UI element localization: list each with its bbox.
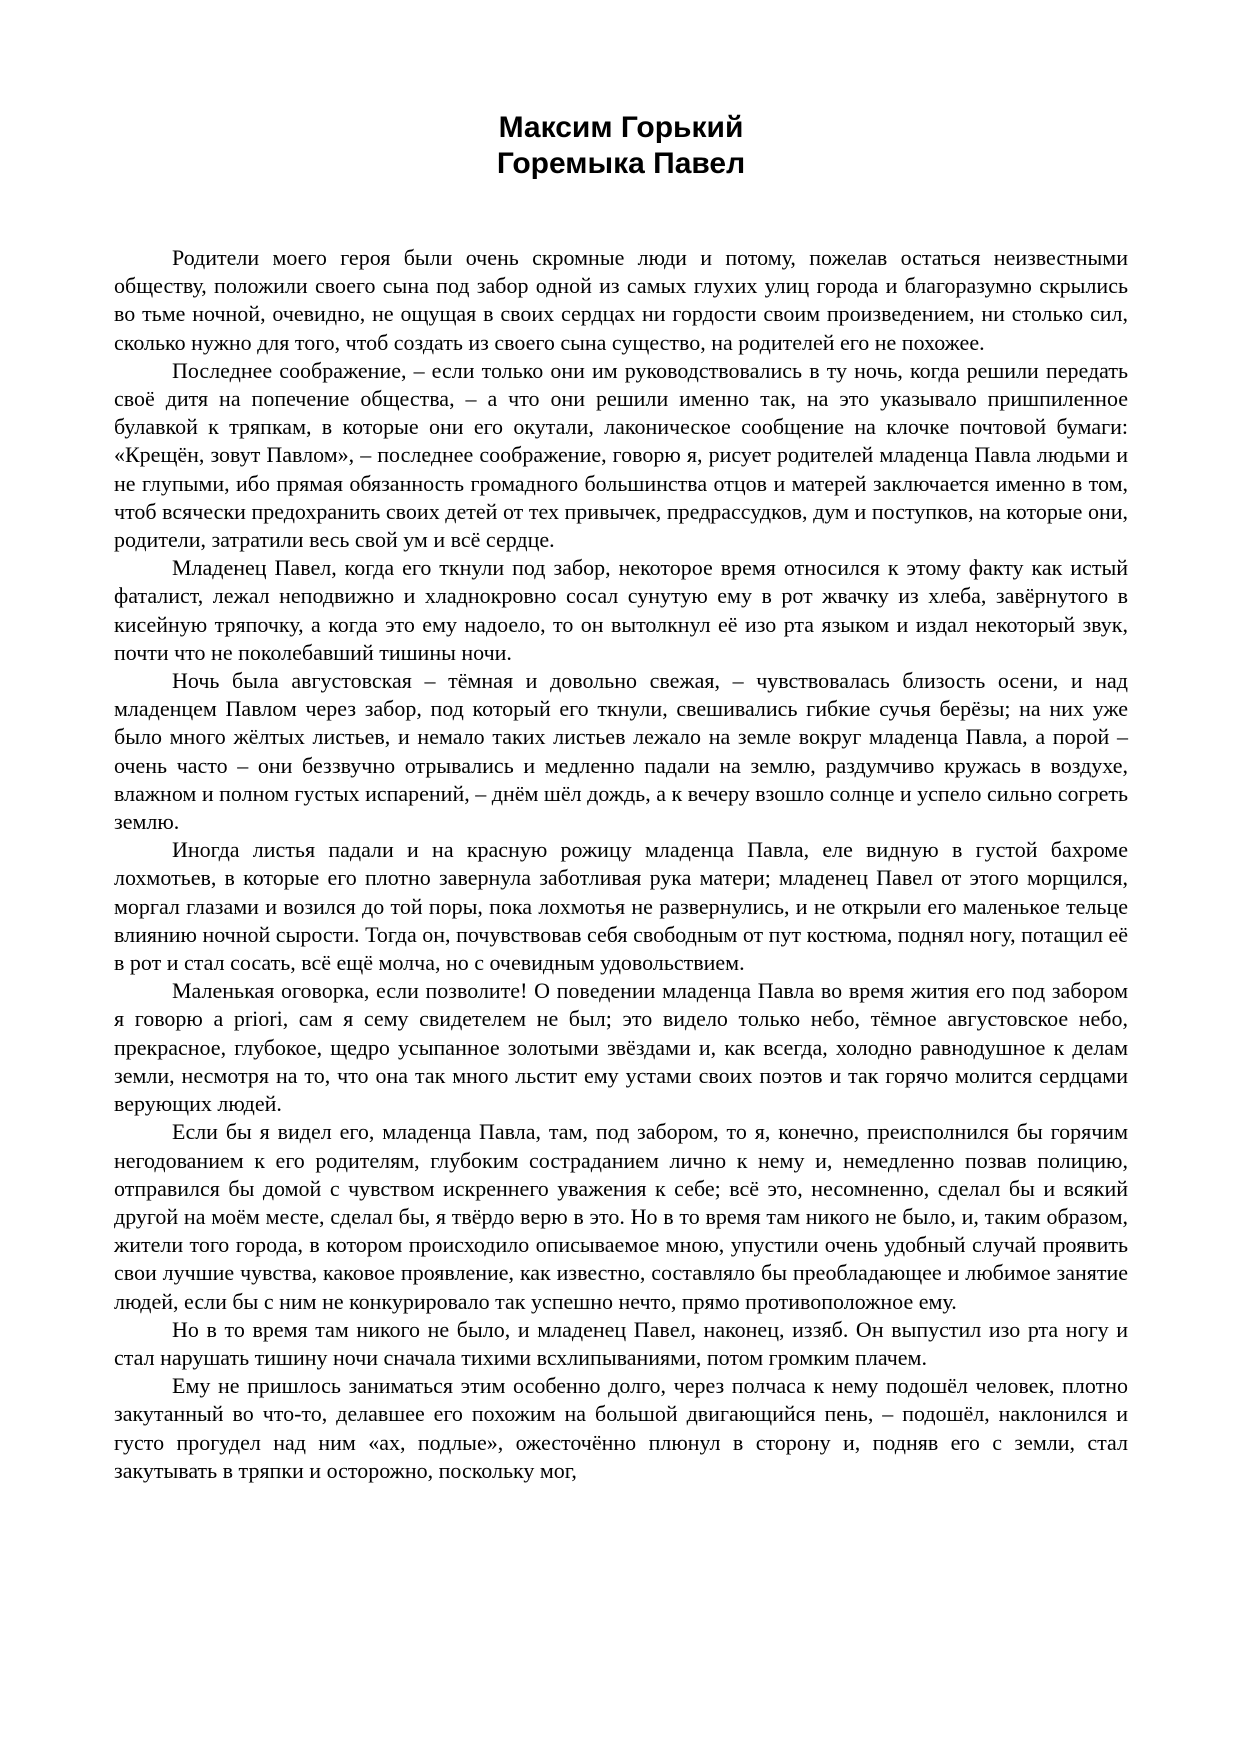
paragraph: Последнее соображение, – если только они им руководствовались в ту ночь, когда решили передать своё дитя на попечение общества, – а что они решили именно так, на это указывало пришпиленное булавкой к тряпкам, в которые они его окутали, лаконическое сообщение на клочке почтовой бумаги: «Крещён, зовут Павлом», – последнее соображение, говорю я, рисует родителей младенца Павла людьми и не глупыми, ибо прямая обязанность громадного большинства отцов и матерей заключается именно в том, чтоб всячески предохранить своих детей от тех привычек, предрассудков, дум и поступков, на которые они, родители, затратили весь свой ум и всё сердце.: [114, 357, 1128, 553]
paragraph: Ночь была августовская – тёмная и довольно свежая, – чувствовалась близость осени, и над младенцем Павлом через забор, под который его ткнули, свешивались гибкие сучья берёзы; на них уже было много жёлтых листьев, и немало таких листьев лежало на земле вокруг младенца Павла, а порой – очень часто – они беззвучно отрывались и медленно падали на землю, раздумчиво кружась в воздухе, влажном и полном густых испарений, – днём шёл дождь, а к вечеру взошло солнце и успело сильно согреть землю.: [114, 668, 1128, 835]
paragraph: Но в то время там никого не было, и младенец Павел, наконец, иззяб. Он выпустил изо рта ногу и стал нарушать тишину ночи сначала тихими всхлипываниями, потом громким плачем.: [114, 1316, 1128, 1370]
paragraph: Маленькая оговорка, если позволите! О поведении младенца Павла во время жития его под забором я говорю a priori, сам я сему свидетелем не был; это видело только небо, тёмное августовское небо, прекрасное, глубокое, щедро усыпанное золотыми звёздами и, как всегда, холодно равнодушное к делам земли, несмотря на то, что она так много льстит ему устами своих поэтов и так горячо молится сердцами верующих людей.: [114, 978, 1128, 1117]
book-title: Горемыка Павел: [496, 147, 746, 180]
paragraph: Родители моего героя были очень скромные люди и потому, пожелав остаться неизвестными обществу, положили своего сына под забор одной из самых глухих улиц города и благоразумно скрылись во тьме ночной, очевидно, не ощущая в своих сердцах ни гордости своим произведением, ни столько сил, сколько нужно для того, чтоб создать из своего сына существо, на родителей его не похожее.: [114, 245, 1128, 355]
text-body: [114, 244, 1128, 1485]
title-block: [0, 110, 1242, 182]
paragraph: Иногда листья падали и на красную рожицу младенца Павла, еле видную в густой бахроме лохмотьев, в которые его плотно завернула заботливая рука матери; младенец Павел от этого морщился, моргал глазами и возился до той поры, пока лохмотья не развернулись, и не открыли его маленькое тельце влиянию ночной сырости. Тогда он, почувствовав себя свободным от пут костюма, поднял ногу, потащил её в рот и стал сосать, всё ещё молча, но с очевидным удовольствием.: [114, 837, 1128, 976]
paragraph: Если бы я видел его, младенца Павла, там, под забором, то я, конечно, преисполнился бы горячим негодованием к его родителям, глубоким состраданием лично к нему и, немедленно позвав полицию, отправился бы домой с чувством искреннего уважения к себе; всё это, несомненно, сделал бы и всякий другой на моём месте, сделал бы, я твёрдо верю в это. Но в то время там никого не было, и, таким образом, жители того города, в котором происходило описываемое мною, упустили очень удобный случай проявить свои лучшие чувства, каковое проявление, как известно, составляло бы преобладающее и любимое занятие людей, если бы с ним не конкурировало так успешно нечто, прямо противоположное ему.: [114, 1119, 1128, 1314]
paragraph: Ему не пришлось заниматься этим особенно долго, через полчаса к нему подошёл человек, плотно закутанный во что-то, делавшее его похожим на большой двигающийся пень, – подошёл, наклонился и густо прогудел над ним «ах, подлые», ожесточённо плюнул в сторону и, подняв его с земли, стал закутывать в тряпки и осторожно, поскольку мог,: [114, 1373, 1128, 1483]
paragraph: Младенец Павел, когда его ткнули под забор, некоторое время относился к этому факту как истый фаталист, лежал неподвижно и хладнокровно сосал сунутую ему в рот жвачку из хлеба, завёрнутого в кисейную тряпочку, а когда это ему надоело, то он вытолкнул её изо рта языком и издал некоторый звук, почти что не поколебавший тишины ночи.: [114, 555, 1128, 665]
author-name: Максим Горький: [498, 111, 744, 144]
